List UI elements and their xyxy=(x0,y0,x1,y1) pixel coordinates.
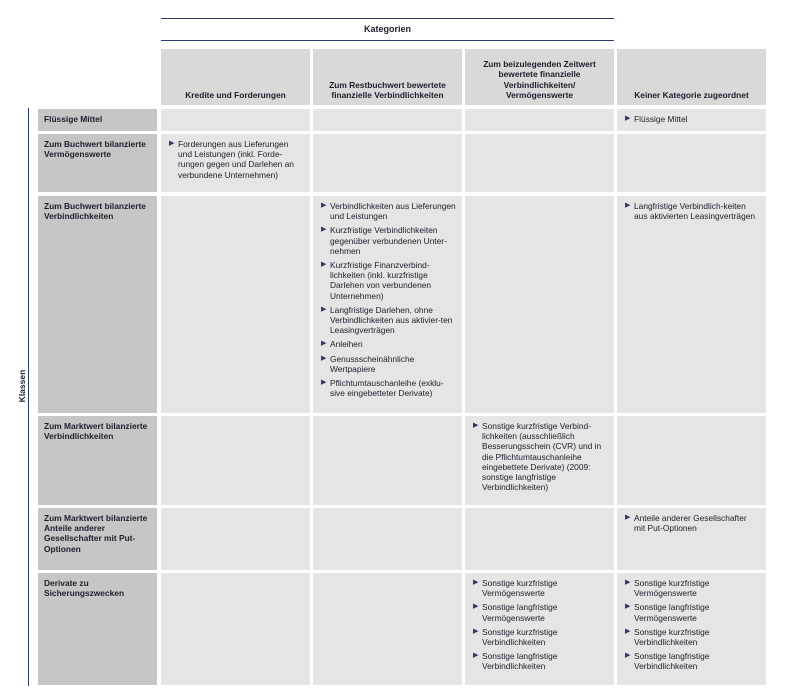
table-cell xyxy=(617,109,766,131)
list-item xyxy=(321,225,456,256)
table-cell xyxy=(465,573,614,685)
list-item-text: Sonstige langfristige Verbindlichkeiten xyxy=(482,651,558,672)
column-header-1 xyxy=(161,49,310,105)
bullet-list xyxy=(625,201,760,221)
bullet-list xyxy=(321,201,456,398)
list-item-text: Anteile anderer Gesellschafter mit Put-Optionen xyxy=(634,513,747,534)
triangle-right-icon: ▶ xyxy=(625,652,631,660)
list-item-text: Sonstige kurzfristige Verbindlichkeiten xyxy=(634,626,710,648)
list-item xyxy=(321,354,456,374)
triangle-right-icon: ▶ xyxy=(625,603,631,611)
table-cell xyxy=(313,196,462,413)
table-cell xyxy=(465,109,614,131)
list-item xyxy=(473,578,608,598)
table-cell xyxy=(465,508,614,570)
table-cell xyxy=(465,134,614,192)
triangle-right-icon: ▶ xyxy=(625,514,631,521)
list-item xyxy=(473,651,608,671)
list-item xyxy=(321,201,456,221)
list-item-text: Sonstige kurzfristige Vermögenswerte xyxy=(482,578,558,599)
triangle-right-icon: ▶ xyxy=(625,115,631,122)
bullet-list xyxy=(169,139,304,180)
triangle-right-icon: ▶ xyxy=(321,379,327,387)
column-header-label: Kredite und Forderungen xyxy=(185,89,286,100)
list-item-text: Langfristige Verbindlich-keiten aus aktivierten Leasingverträgen xyxy=(634,201,756,222)
column-header-2 xyxy=(313,49,462,105)
list-item xyxy=(473,602,608,622)
list-item xyxy=(321,260,456,301)
triangle-right-icon: ▶ xyxy=(473,603,479,611)
kategorien-title: Kategorien xyxy=(363,24,411,34)
row-header: Flüssige Mittel xyxy=(38,109,157,131)
list-item xyxy=(625,602,760,622)
table-cell xyxy=(465,196,614,413)
table-cell xyxy=(313,508,462,570)
triangle-right-icon: ▶ xyxy=(321,340,327,348)
kategorien-bottom-rule xyxy=(161,40,614,41)
triangle-right-icon: ▶ xyxy=(321,226,327,234)
triangle-right-icon: ▶ xyxy=(169,140,175,147)
list-item-text: Genussscheinähnliche Wertpapiere xyxy=(330,353,415,374)
list-item-text: Langfristige Darlehen, ohne Verbindlichkeiten aus aktivier-ten Leasingverträgen xyxy=(330,304,453,336)
table-cell xyxy=(161,508,310,570)
column-header-label: Zum beizulegenden Zeitwert bewertete finanzielle Verbindlichkeiten/ Vermögenswerte xyxy=(483,59,596,100)
list-item xyxy=(321,378,456,398)
table-cell xyxy=(617,508,766,570)
table-cell xyxy=(617,196,766,413)
triangle-right-icon: ▶ xyxy=(473,652,479,660)
bullet-list xyxy=(473,578,608,672)
bullet-list xyxy=(625,114,760,124)
table-cell xyxy=(161,134,310,192)
triangle-right-icon: ▶ xyxy=(625,627,631,635)
list-item xyxy=(321,305,456,336)
triangle-right-icon: ▶ xyxy=(473,627,479,635)
row-header: Zum Buchwert bilanzierte Vermögenswerte xyxy=(38,134,157,192)
triangle-right-icon: ▶ xyxy=(625,579,631,586)
triangle-right-icon: ▶ xyxy=(473,422,479,429)
list-item-text: Sonstige kurzfristige Verbindlichkeiten xyxy=(482,626,558,648)
row-header: Zum Marktwert bilanzierte Anteile anderer Gesellschafter mit Put-Optionen xyxy=(38,508,157,570)
table-cell xyxy=(161,573,310,685)
list-item-text: Sonstige kurzfristige Vermögenswerte xyxy=(634,578,710,599)
klassen-label: Klassen xyxy=(17,369,27,403)
list-item-text: Sonstige kurzfristige Verbind-lichkeiten (ausschließlich Besserungsschein (CVR) und in die Pflichtumtauschanleihe eingebettete Derivate) (2009: sonstige langfristige Verbindlichkeiten) xyxy=(482,421,602,493)
row-header: Zum Buchwert bilanzierte Verbindlichkeiten xyxy=(38,196,157,413)
table-cell xyxy=(313,573,462,685)
list-item-text: Kurzfristige Verbindlichkeiten gegenüber verbundenen Unter-nehmen xyxy=(330,225,447,256)
bullet-list xyxy=(473,421,608,492)
triangle-right-icon: ▶ xyxy=(625,202,631,209)
list-item-text: Sonstige langfristige Verbindlichkeiten xyxy=(634,651,710,672)
table-cell xyxy=(465,416,614,505)
list-item xyxy=(473,421,608,492)
klassen-rule xyxy=(28,108,29,686)
list-item xyxy=(321,339,456,349)
table-cell xyxy=(313,416,462,505)
list-item xyxy=(625,513,760,533)
column-header-label: Zum Restbuchwert bewertete finanzielle Verbindlichkeiten xyxy=(329,79,446,100)
list-item-text: Forderungen aus Lieferungen und Leistungen (inkl. Forde-rungen gegen und Darlehen an verbundene Unternehmen) xyxy=(178,139,294,180)
triangle-right-icon: ▶ xyxy=(321,305,327,313)
table-cell xyxy=(617,134,766,192)
list-item xyxy=(473,627,608,647)
triangle-right-icon: ▶ xyxy=(321,261,327,269)
table-cell xyxy=(313,109,462,131)
list-item xyxy=(625,201,760,221)
list-item xyxy=(625,114,760,124)
table-cell xyxy=(617,416,766,505)
list-item-text: Pflichtumtauschanleihe (exklu-sive eingebetteter Derivate) xyxy=(330,378,444,399)
bullet-list xyxy=(625,578,760,672)
list-item xyxy=(625,578,760,598)
list-item-text: Verbindlichkeiten aus Lieferungen und Leistungen xyxy=(330,201,456,222)
bullet-list xyxy=(625,513,760,533)
table-cell xyxy=(161,109,310,131)
column-header-4 xyxy=(617,49,766,105)
table-cell xyxy=(313,134,462,192)
kategorien-header xyxy=(161,18,614,41)
column-header-label: Keiner Kategorie zugeordnet xyxy=(634,89,749,100)
table-cell xyxy=(161,196,310,413)
list-item-text: Flüssige Mittel xyxy=(634,114,688,124)
table-cell xyxy=(161,416,310,505)
list-item-text: Anleihen xyxy=(330,339,363,350)
list-item xyxy=(625,627,760,647)
list-item xyxy=(169,139,304,180)
list-item xyxy=(625,651,760,671)
list-item-text: Sonstige langfristige Vermögenswerte xyxy=(634,602,710,623)
triangle-right-icon: ▶ xyxy=(473,579,479,586)
triangle-right-icon: ▶ xyxy=(321,354,327,362)
list-item-text: Kurzfristige Finanzverbind-lichkeiten (inkl. kurzfristige Darlehen von verbundenen Unternehmen) xyxy=(330,260,432,301)
row-header: Zum Marktwert bilanzierte Verbindlichkeiten xyxy=(38,416,157,505)
list-item-text: Sonstige langfristige Vermögenswerte xyxy=(482,602,558,623)
table-cell xyxy=(617,573,766,685)
column-header-3 xyxy=(465,49,614,105)
triangle-right-icon: ▶ xyxy=(321,202,327,209)
row-header: Derivate zu Sicherungszwecken xyxy=(38,573,157,685)
